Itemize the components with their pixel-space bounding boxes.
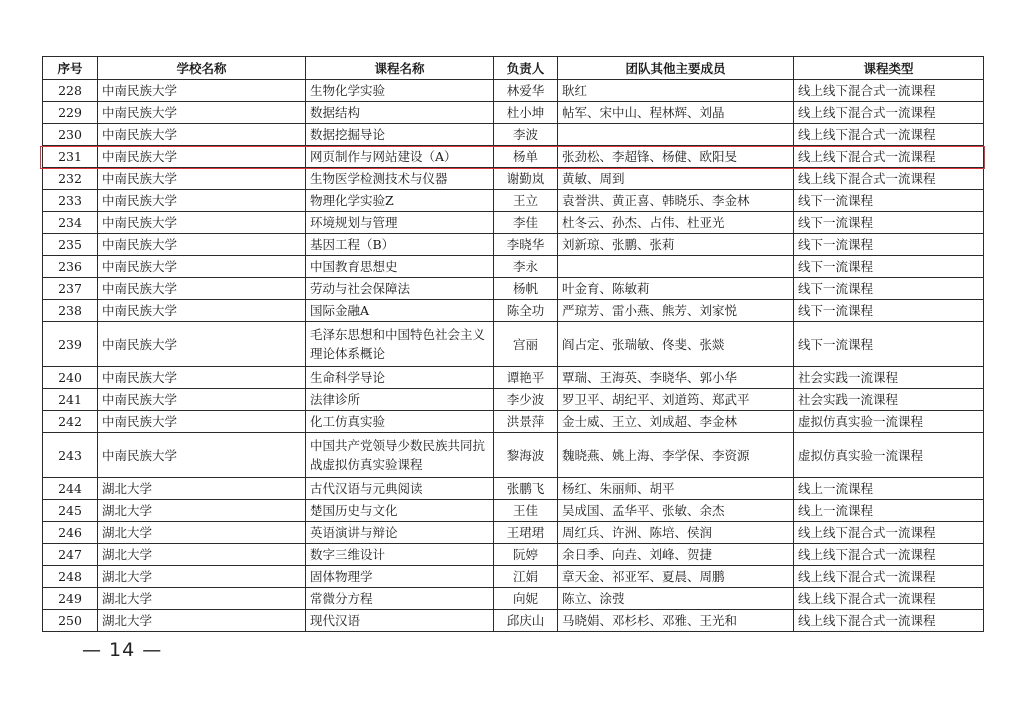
cell-lead: 向妮	[494, 588, 558, 610]
cell-course-name: 楚国历史与文化	[306, 500, 494, 522]
cell-lead: 谢勤岚	[494, 168, 558, 190]
cell-lead: 邱庆山	[494, 610, 558, 632]
cell-lead: 李少波	[494, 389, 558, 411]
cell-course-name: 法律诊所	[306, 389, 494, 411]
table-row	[43, 146, 984, 168]
cell-lead: 杨帆	[494, 278, 558, 300]
cell-lead: 李波	[494, 124, 558, 146]
cell-course-name: 常微分方程	[306, 588, 494, 610]
cell-course-type: 线上线下混合式一流课程	[794, 80, 984, 102]
cell-course-type: 线下一流课程	[794, 234, 984, 256]
cell-serial-no: 238	[43, 300, 98, 322]
table-row	[43, 544, 984, 566]
table-row	[43, 411, 984, 433]
cell-course-name: 毛泽东思想和中国特色社会主义理论体系概论	[306, 322, 494, 367]
cell-lead: 王立	[494, 190, 558, 212]
table-row	[43, 80, 984, 102]
cell-course-type: 线上线下混合式一流课程	[794, 588, 984, 610]
cell-team-members: 耿红	[558, 80, 794, 102]
cell-school-name: 中南民族大学	[98, 190, 306, 212]
cell-course-type: 社会实践一流课程	[794, 367, 984, 389]
header-course-name: 课程名称	[306, 57, 494, 80]
header-serial-no: 序号	[43, 57, 98, 80]
cell-serial-no: 249	[43, 588, 98, 610]
header-team-members: 团队其他主要成员	[558, 57, 794, 80]
table-row	[43, 168, 984, 190]
cell-team-members: 杜冬云、孙杰、占伟、杜亚光	[558, 212, 794, 234]
cell-team-members: 阎占定、张瑞敏、佟斐、张燚	[558, 322, 794, 367]
table-row	[43, 234, 984, 256]
cell-course-type: 虚拟仿真实验一流课程	[794, 433, 984, 478]
cell-course-type: 线上线下混合式一流课程	[794, 146, 984, 168]
cell-school-name: 湖北大学	[98, 588, 306, 610]
cell-serial-no: 232	[43, 168, 98, 190]
cell-serial-no: 231	[43, 146, 98, 168]
cell-course-name: 数据挖掘导论	[306, 124, 494, 146]
cell-team-members: 黄敏、周到	[558, 168, 794, 190]
cell-team-members: 魏晓燕、姚上海、李学保、李资源	[558, 433, 794, 478]
cell-serial-no: 230	[43, 124, 98, 146]
cell-lead: 杜小坤	[494, 102, 558, 124]
cell-serial-no: 240	[43, 367, 98, 389]
cell-school-name: 湖北大学	[98, 522, 306, 544]
cell-lead: 阮婷	[494, 544, 558, 566]
table-row	[43, 367, 984, 389]
table-row	[43, 389, 984, 411]
cell-course-name: 生命科学导论	[306, 367, 494, 389]
cell-team-members: 覃瑞、王海英、李晓华、郭小华	[558, 367, 794, 389]
cell-course-name: 中国共产党领导少数民族共同抗战虚拟仿真实验课程	[306, 433, 494, 478]
cell-school-name: 湖北大学	[98, 610, 306, 632]
table-row	[43, 478, 984, 500]
cell-lead: 陈全功	[494, 300, 558, 322]
cell-course-name: 数据结构	[306, 102, 494, 124]
cell-team-members: 严琼芳、雷小燕、熊芳、刘家悦	[558, 300, 794, 322]
cell-course-name: 英语演讲与辩论	[306, 522, 494, 544]
cell-lead: 王珺珺	[494, 522, 558, 544]
cell-team-members: 马晓娟、邓杉杉、邓雅、王光和	[558, 610, 794, 632]
cell-course-name: 生物医学检测技术与仪器	[306, 168, 494, 190]
cell-team-members: 杨红、朱丽师、胡平	[558, 478, 794, 500]
header-school-name: 学校名称	[98, 57, 306, 80]
cell-course-type: 线下一流课程	[794, 256, 984, 278]
table-row	[43, 190, 984, 212]
cell-team-members: 周红兵、许洲、陈培、侯润	[558, 522, 794, 544]
cell-school-name: 湖北大学	[98, 566, 306, 588]
cell-school-name: 中南民族大学	[98, 433, 306, 478]
cell-serial-no: 245	[43, 500, 98, 522]
cell-course-type: 线上线下混合式一流课程	[794, 610, 984, 632]
cell-team-members: 陈立、涂弢	[558, 588, 794, 610]
table-row	[43, 256, 984, 278]
cell-course-name: 环境规划与管理	[306, 212, 494, 234]
cell-course-type: 线上线下混合式一流课程	[794, 522, 984, 544]
cell-school-name: 湖北大学	[98, 544, 306, 566]
cell-lead: 宫丽	[494, 322, 558, 367]
table-row	[43, 212, 984, 234]
table-header-row	[43, 57, 984, 80]
cell-lead: 林爱华	[494, 80, 558, 102]
table-body	[43, 80, 984, 632]
cell-team-members: 吴成国、孟华平、张敏、余杰	[558, 500, 794, 522]
cell-lead: 洪景萍	[494, 411, 558, 433]
cell-serial-no: 229	[43, 102, 98, 124]
header-lead: 负责人	[494, 57, 558, 80]
cell-team-members	[558, 256, 794, 278]
cell-course-name: 劳动与社会保障法	[306, 278, 494, 300]
cell-serial-no: 233	[43, 190, 98, 212]
cell-serial-no: 243	[43, 433, 98, 478]
cell-course-name: 生物化学实验	[306, 80, 494, 102]
cell-school-name: 中南民族大学	[98, 234, 306, 256]
cell-serial-no: 244	[43, 478, 98, 500]
table-row	[43, 500, 984, 522]
cell-serial-no: 246	[43, 522, 98, 544]
cell-lead: 李佳	[494, 212, 558, 234]
cell-serial-no: 241	[43, 389, 98, 411]
cell-course-type: 线上线下混合式一流课程	[794, 544, 984, 566]
cell-lead: 李永	[494, 256, 558, 278]
cell-course-name: 化工仿真实验	[306, 411, 494, 433]
cell-serial-no: 237	[43, 278, 98, 300]
cell-school-name: 中南民族大学	[98, 146, 306, 168]
cell-serial-no: 247	[43, 544, 98, 566]
table-row	[43, 522, 984, 544]
cell-lead: 王佳	[494, 500, 558, 522]
cell-course-type: 线下一流课程	[794, 300, 984, 322]
cell-course-name: 基因工程（B）	[306, 234, 494, 256]
table-row	[43, 300, 984, 322]
cell-school-name: 中南民族大学	[98, 80, 306, 102]
cell-serial-no: 235	[43, 234, 98, 256]
table-row	[43, 610, 984, 632]
cell-lead: 江娟	[494, 566, 558, 588]
cell-team-members	[558, 124, 794, 146]
cell-course-type: 线下一流课程	[794, 322, 984, 367]
table-row	[43, 433, 984, 478]
cell-course-name: 国际金融A	[306, 300, 494, 322]
cell-team-members: 袁誉洪、黄正喜、韩晓乐、李金林	[558, 190, 794, 212]
cell-course-name: 古代汉语与元典阅读	[306, 478, 494, 500]
cell-course-type: 虚拟仿真实验一流课程	[794, 411, 984, 433]
cell-lead: 黎海波	[494, 433, 558, 478]
course-table	[42, 56, 984, 632]
cell-lead: 谭艳平	[494, 367, 558, 389]
cell-course-type: 线下一流课程	[794, 278, 984, 300]
cell-team-members: 罗卫平、胡纪平、刘道筠、郑武平	[558, 389, 794, 411]
cell-course-type: 线上线下混合式一流课程	[794, 124, 984, 146]
cell-course-type: 线下一流课程	[794, 212, 984, 234]
cell-course-type: 线上线下混合式一流课程	[794, 566, 984, 588]
cell-team-members: 章天金、祁亚军、夏晨、周鹏	[558, 566, 794, 588]
header-course-type: 课程类型	[794, 57, 984, 80]
cell-school-name: 中南民族大学	[98, 322, 306, 367]
cell-school-name: 中南民族大学	[98, 212, 306, 234]
cell-course-type: 线下一流课程	[794, 190, 984, 212]
cell-course-name: 物理化学实验Z	[306, 190, 494, 212]
cell-serial-no: 242	[43, 411, 98, 433]
cell-school-name: 中南民族大学	[98, 278, 306, 300]
cell-school-name: 中南民族大学	[98, 367, 306, 389]
cell-team-members: 刘新琼、张鹏、张莉	[558, 234, 794, 256]
cell-lead: 杨单	[494, 146, 558, 168]
cell-course-name: 数字三维设计	[306, 544, 494, 566]
cell-lead: 张鹏飞	[494, 478, 558, 500]
table-row	[43, 566, 984, 588]
table-row	[43, 588, 984, 610]
cell-team-members: 金士威、王立、刘成超、李金林	[558, 411, 794, 433]
cell-serial-no: 239	[43, 322, 98, 367]
cell-serial-no: 250	[43, 610, 98, 632]
cell-serial-no: 228	[43, 80, 98, 102]
cell-school-name: 中南民族大学	[98, 168, 306, 190]
cell-team-members: 张劲松、李超锋、杨健、欧阳旻	[558, 146, 794, 168]
table-row	[43, 102, 984, 124]
cell-course-name: 固体物理学	[306, 566, 494, 588]
table-row	[43, 124, 984, 146]
cell-school-name: 中南民族大学	[98, 389, 306, 411]
cell-team-members: 叶金育、陈敏莉	[558, 278, 794, 300]
cell-school-name: 中南民族大学	[98, 124, 306, 146]
cell-course-type: 线上线下混合式一流课程	[794, 102, 984, 124]
cell-school-name: 中南民族大学	[98, 411, 306, 433]
cell-school-name: 中南民族大学	[98, 102, 306, 124]
cell-course-type: 线上线下混合式一流课程	[794, 168, 984, 190]
cell-school-name: 中南民族大学	[98, 300, 306, 322]
cell-school-name: 湖北大学	[98, 478, 306, 500]
cell-lead: 李晓华	[494, 234, 558, 256]
cell-school-name: 中南民族大学	[98, 256, 306, 278]
cell-school-name: 湖北大学	[98, 500, 306, 522]
cell-serial-no: 234	[43, 212, 98, 234]
cell-serial-no: 236	[43, 256, 98, 278]
cell-course-type: 线上一流课程	[794, 478, 984, 500]
page-number: — 14 —	[82, 639, 163, 661]
table-row	[43, 278, 984, 300]
cell-course-name: 中国教育思想史	[306, 256, 494, 278]
cell-serial-no: 248	[43, 566, 98, 588]
table-row	[43, 322, 984, 367]
cell-course-type: 社会实践一流课程	[794, 389, 984, 411]
cell-course-name: 现代汉语	[306, 610, 494, 632]
cell-team-members: 余日季、向垚、刘峰、贺捷	[558, 544, 794, 566]
cell-course-type: 线上一流课程	[794, 500, 984, 522]
cell-team-members: 帖军、宋中山、程林辉、刘晶	[558, 102, 794, 124]
cell-course-name: 网页制作与网站建设（A）	[306, 146, 494, 168]
